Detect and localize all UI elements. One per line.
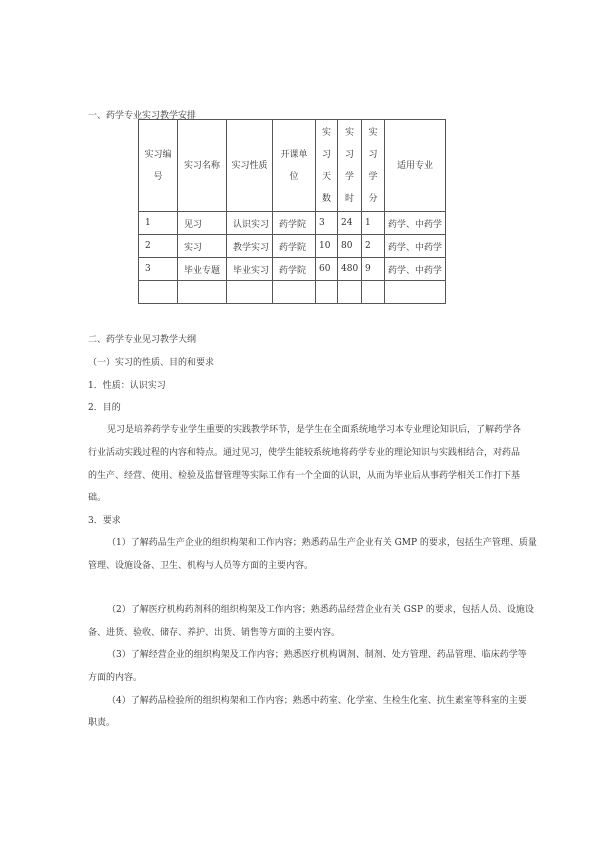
requirement-line: 备、进货、验收、储存、养护、出货、销售等方面的主要内容。: [88, 628, 341, 638]
cell: 1: [139, 212, 178, 235]
header-cell: 适用专业: [385, 120, 446, 212]
header-cell: 实 习 天 数: [316, 120, 338, 212]
requirement-line: （2）了解医疗机构药剂科的组织构架及工作内容；熟悉药品经营企业有关 GSP 的要求，包括人员、设施设: [107, 605, 534, 615]
cell: 药学院: [273, 212, 316, 235]
header-cell: 实习性质: [227, 120, 273, 212]
header-cell: 实习名称: [178, 120, 227, 212]
requirement-line: 职责。: [88, 718, 116, 728]
cell: 药学院: [273, 258, 316, 281]
cell: 药学、中药学: [385, 212, 446, 235]
cell: 10: [316, 235, 338, 258]
section-heading-2: 二、药学专业见习教学大纲: [88, 335, 197, 345]
table-row: [139, 212, 446, 235]
header-cell: 实习编 号: [139, 120, 178, 212]
table-row: [139, 235, 446, 258]
cell: 60: [316, 258, 338, 281]
table-row-empty: [139, 281, 446, 304]
cell: 2: [139, 235, 178, 258]
cell: [139, 281, 178, 304]
item-purpose: 2．目的: [88, 403, 121, 413]
cell: 3: [316, 212, 338, 235]
requirement-line: 方面的内容。: [88, 673, 143, 683]
cell: [385, 281, 446, 304]
section-heading-1: 一、药学专业实习教学安排: [88, 111, 197, 121]
cell: 药学、中药学: [385, 258, 446, 281]
cell: 毕业实习: [227, 258, 273, 281]
purpose-paragraph-line: 见习是培养药学专业学生重要的实践教学环节，是学生在全面系统地学习本专业理论知识后，了解药学各: [107, 425, 522, 435]
table-header-row: [139, 120, 446, 212]
header-cell: 实 习 学 分: [362, 120, 385, 212]
cell: 3: [139, 258, 178, 281]
cell: [273, 281, 316, 304]
cell: 实习: [178, 235, 227, 258]
requirement-line: （4）了解药品检验所的组织构架和工作内容；熟悉中药室、化学室、生检生化室、抗生素室等科室的主要: [107, 696, 527, 706]
cell: 见习: [178, 212, 227, 235]
cell: 24: [338, 212, 362, 235]
cell: [227, 281, 273, 304]
cell: [362, 281, 385, 304]
cell: 教学实习: [227, 235, 273, 258]
cell: 480: [338, 258, 362, 281]
item-requirements: 3．要求: [88, 516, 121, 526]
cell: 毕业专题: [178, 258, 227, 281]
cell: 药学、中药学: [385, 235, 446, 258]
purpose-paragraph-line: 础。: [88, 493, 107, 503]
header-cell: 实 习 学 时: [338, 120, 362, 212]
cell: 9: [362, 258, 385, 281]
cell: [338, 281, 362, 304]
cell: [178, 281, 227, 304]
cell: 药学院: [273, 235, 316, 258]
item-nature: 1．性质：认识实习: [88, 381, 166, 391]
cell: 80: [338, 235, 362, 258]
requirement-line: （1）了解药品生产企业的组织构架和工作内容；熟悉药品生产企业有关 GMP 的要求，包括生产管理、质量: [107, 538, 537, 548]
purpose-paragraph-line: 的生产、经营、使用、检验及监督管理等实际工作有一个全面的认识，从而为毕业后从事药学相关工作打下基: [88, 471, 521, 481]
internship-table: [138, 119, 446, 304]
cell: 1: [362, 212, 385, 235]
requirement-line: 管理、设施设备、卫生、机构与人员等方面的主要内容。: [88, 561, 314, 571]
cell: [316, 281, 338, 304]
table-row: [139, 258, 446, 281]
requirement-line: （3）了解经营企业的组织构架及工作内容；熟悉医疗机构调剂、制剂、处方管理、药品管理、临床药学等: [107, 650, 527, 660]
cell: 2: [362, 235, 385, 258]
purpose-paragraph-line: 行业活动实践过程的内容和特点。通过见习，使学生能较系统地将药学专业的理论知识与实践相结合，对药品: [88, 448, 521, 458]
header-cell: 开课单 位: [273, 120, 316, 212]
subheading: （一）实习的性质、目的和要求: [88, 358, 215, 368]
cell: 认识实习: [227, 212, 273, 235]
